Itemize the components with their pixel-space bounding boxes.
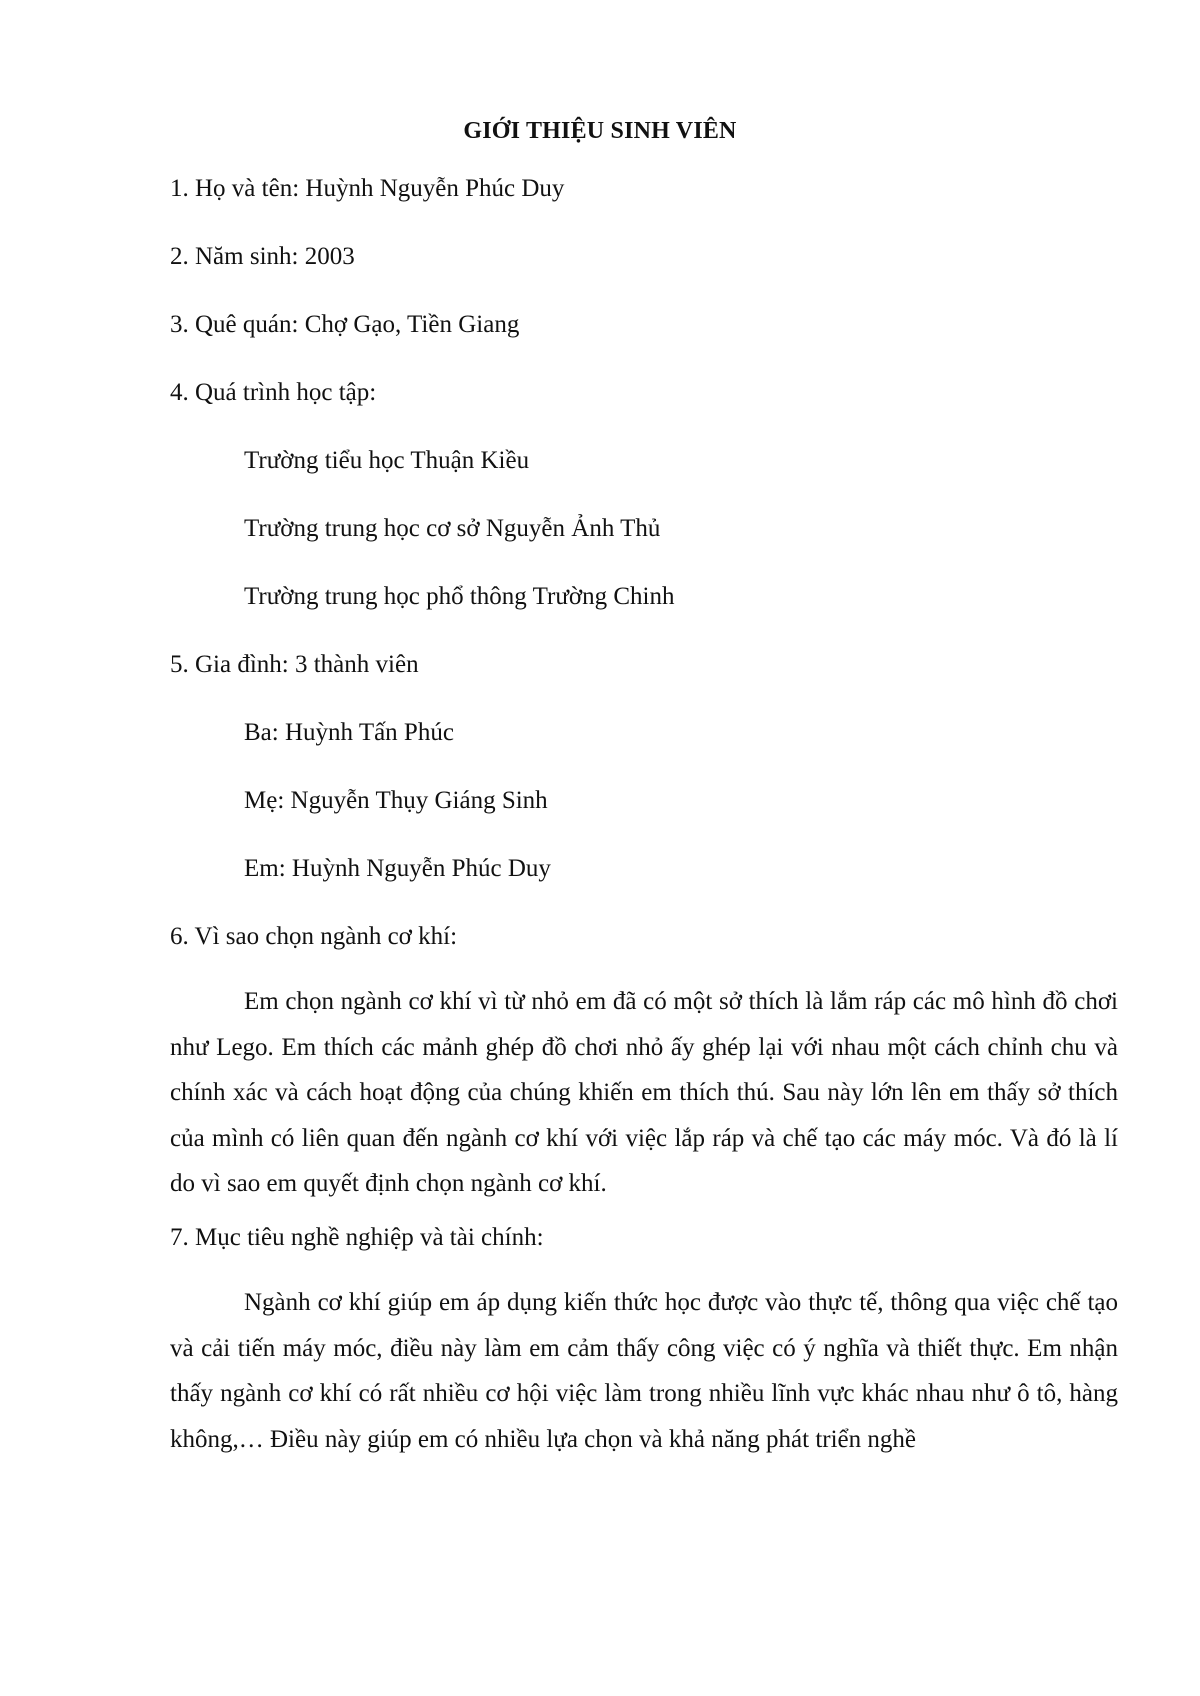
education-entry: Trường tiểu học Thuận Kiều [244, 447, 530, 474]
item-full-name: 1. Họ và tên: Huỳnh Nguyễn Phúc Duy [170, 175, 565, 202]
goals-paragraph: Ngành cơ khí giúp em áp dụng kiến thức học được vào thực tế, thông qua việc chế tạo và cải tiến máy móc, điều này làm em cảm thấy công việc có ý nghĩa và thiết thực. Em nhận thấy ngành cơ khí có rất nhiều cơ hội việc làm trong nhiều lĩnh vực khác nhau như ô tô, hàng không,… Điều này giúp em có nhiều lựa chọn và khả năng phát triển nghề [170, 1289, 1118, 1453]
item-hometown: 3. Quê quán: Chợ Gạo, Tiền Giang [170, 311, 520, 338]
education-entry: Trường trung học cơ sở Nguyễn Ảnh Thủ [244, 515, 661, 542]
document-title: GIỚI THIỆU SINH VIÊN [463, 118, 737, 144]
family-member: Ba: Huỳnh Tấn Phúc [244, 719, 454, 746]
family-member: Mẹ: Nguyễn Thụy Giáng Sinh [244, 787, 548, 814]
education-entry: Trường trung học phổ thông Trường Chinh [244, 583, 675, 610]
item-reason-heading: 6. Vì sao chọn ngành cơ khí: [170, 923, 458, 950]
reason-paragraph: Em chọn ngành cơ khí vì từ nhỏ em đã có một sở thích là lắm ráp các mô hình đồ chơi như Lego. Em thích các mảnh ghép đồ chơi nhỏ ấy ghép lại với nhau một cách chỉnh chu và chính xác và cách hoạt động của chúng khiến em thích thú. Sau này lớn lên em thấy sở thích của mình có liên quan đến ngành cơ khí với việc lắp ráp và chế tạo các máy móc. Và đó là lí do vì sao em quyết định chọn ngành cơ khí. [170, 988, 1118, 1197]
item-family-heading: 5. Gia đình: 3 thành viên [170, 651, 419, 678]
item-education-heading: 4. Quá trình học tập: [170, 379, 377, 406]
family-member: Em: Huỳnh Nguyễn Phúc Duy [244, 855, 551, 882]
item-birth-year: 2. Năm sinh: 2003 [170, 243, 355, 270]
item-goals-heading: 7. Mục tiêu nghề nghiệp và tài chính: [170, 1224, 544, 1251]
